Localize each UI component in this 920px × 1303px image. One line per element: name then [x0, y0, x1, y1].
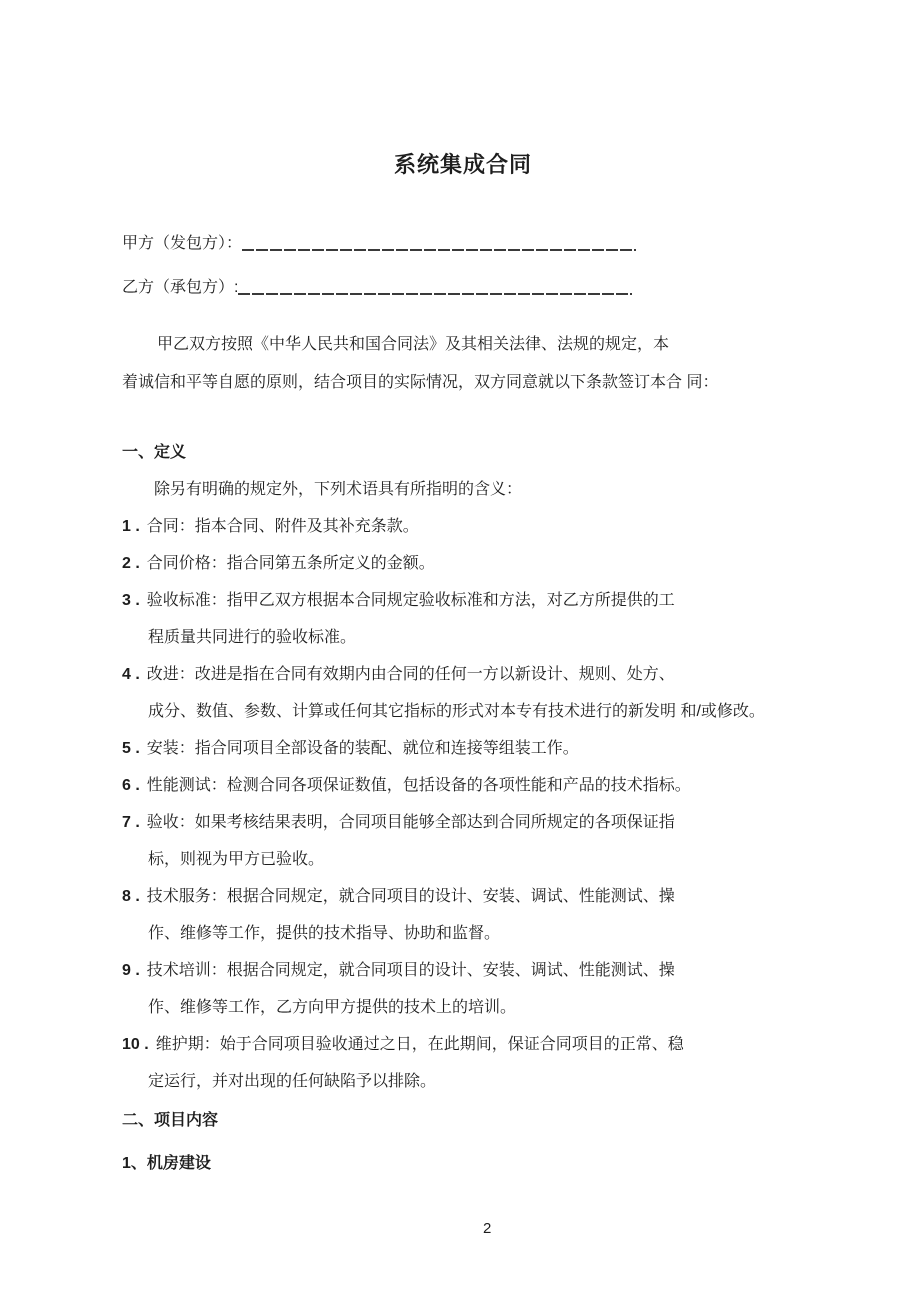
party-a-label: 甲方（发包方）： — [122, 235, 243, 252]
definition-item-6 — [122, 767, 830, 804]
item-text: 技术培训：根据合同规定，就合同项目的设计、安装、调试、性能测试、操 — [146, 962, 675, 979]
definition-item-10 — [122, 1026, 830, 1063]
item-number: 9 . — [122, 962, 140, 979]
definition-item-4 — [122, 656, 830, 693]
section-heading-project-content: 二、项目内容 — [122, 1112, 219, 1129]
item-text: 技术服务：根据合同规定，就合同项目的设计、安装、调试、性能测试、操 — [146, 888, 675, 905]
intro-paragraph — [122, 326, 830, 402]
item-number: 1 . — [122, 518, 140, 535]
subsection-room-construction: 1、机房建设 — [122, 1155, 211, 1172]
definition-item-5 — [122, 730, 830, 767]
definition-item-8 — [122, 878, 830, 915]
definitions-intro: 除另有明确的规定外，下列术语具有所指明的含义： — [154, 481, 523, 498]
item-number: 7 . — [122, 814, 140, 831]
intro-line: 着诚信和平等自愿的原则，结合项目的实际情况，双方同意就以下条款签订本合 同： — [122, 374, 719, 391]
item-number: 6 . — [122, 777, 140, 794]
definition-item-2 — [122, 545, 830, 582]
item-text: 改进：改进是指在合同有效期内由合同的任何一方以新设计、规则、处方、 — [146, 666, 675, 683]
definition-item-7-continuation: 标，则视为甲方已验收。 — [148, 851, 325, 868]
item-text: 安装：指合同项目全部设备的装配、就位和连接等组装工作。 — [146, 740, 579, 757]
item-number: 2 . — [122, 555, 140, 572]
party-b-line — [122, 276, 830, 300]
definition-item-10-continuation: 定运行，并对出现的任何缺陷予以排除。 — [148, 1073, 437, 1090]
document-title: 系统集成合同 — [393, 152, 532, 177]
intro-line: 甲乙双方按照《中华人民共和国合同法》及其相关法律、法规的规定，本 — [157, 336, 670, 353]
definition-item-9 — [122, 952, 830, 989]
definition-item-7 — [122, 804, 830, 841]
definition-item-3-continuation: 程质量共同进行的验收标准。 — [148, 629, 357, 646]
party-a-line — [122, 232, 830, 256]
page-number: 2 — [483, 1220, 492, 1237]
definition-item-3 — [122, 582, 830, 619]
item-number: 8 . — [122, 888, 140, 905]
item-number: 5 . — [122, 740, 140, 757]
item-number: 3 . — [122, 592, 140, 609]
item-text: 合同价格：指合同第五条所定义的金额。 — [146, 555, 435, 572]
party-a-blank-line — [242, 234, 636, 251]
item-text: 合同：指本合同、附件及其补充条款。 — [146, 518, 419, 535]
party-b-blank-line — [238, 278, 632, 295]
item-text: 性能测试：检测合同各项保证数值，包括设备的各项性能和产品的技术指标。 — [146, 777, 691, 794]
definition-item-9-continuation: 作、维修等工作，乙方向甲方提供的技术上的培训。 — [148, 999, 517, 1016]
party-b-label: 乙方（承包方）: — [122, 279, 239, 296]
item-text: 验收：如果考核结果表明，合同项目能够全部达到合同所规定的各项保证指 — [146, 814, 675, 831]
item-text: 维护期：始于合同项目验收通过之日，在此期间，保证合同项目的正常、稳 — [155, 1036, 684, 1053]
definition-item-8-continuation: 作、维修等工作，提供的技术指导、协助和监督。 — [148, 925, 501, 942]
item-number: 4 . — [122, 666, 140, 683]
definition-item-4-continuation: 成分、数值、参数、计算或任何其它指标的形式对本专有技术进行的新发明 和/或修改。 — [148, 703, 765, 720]
definition-item-1 — [122, 508, 830, 545]
section-heading-definitions: 一、定义 — [122, 444, 187, 461]
item-number: 10 . — [122, 1036, 149, 1053]
item-text: 验收标准：指甲乙双方根据本合同规定验收标准和方法，对乙方所提供的工 — [146, 592, 675, 609]
